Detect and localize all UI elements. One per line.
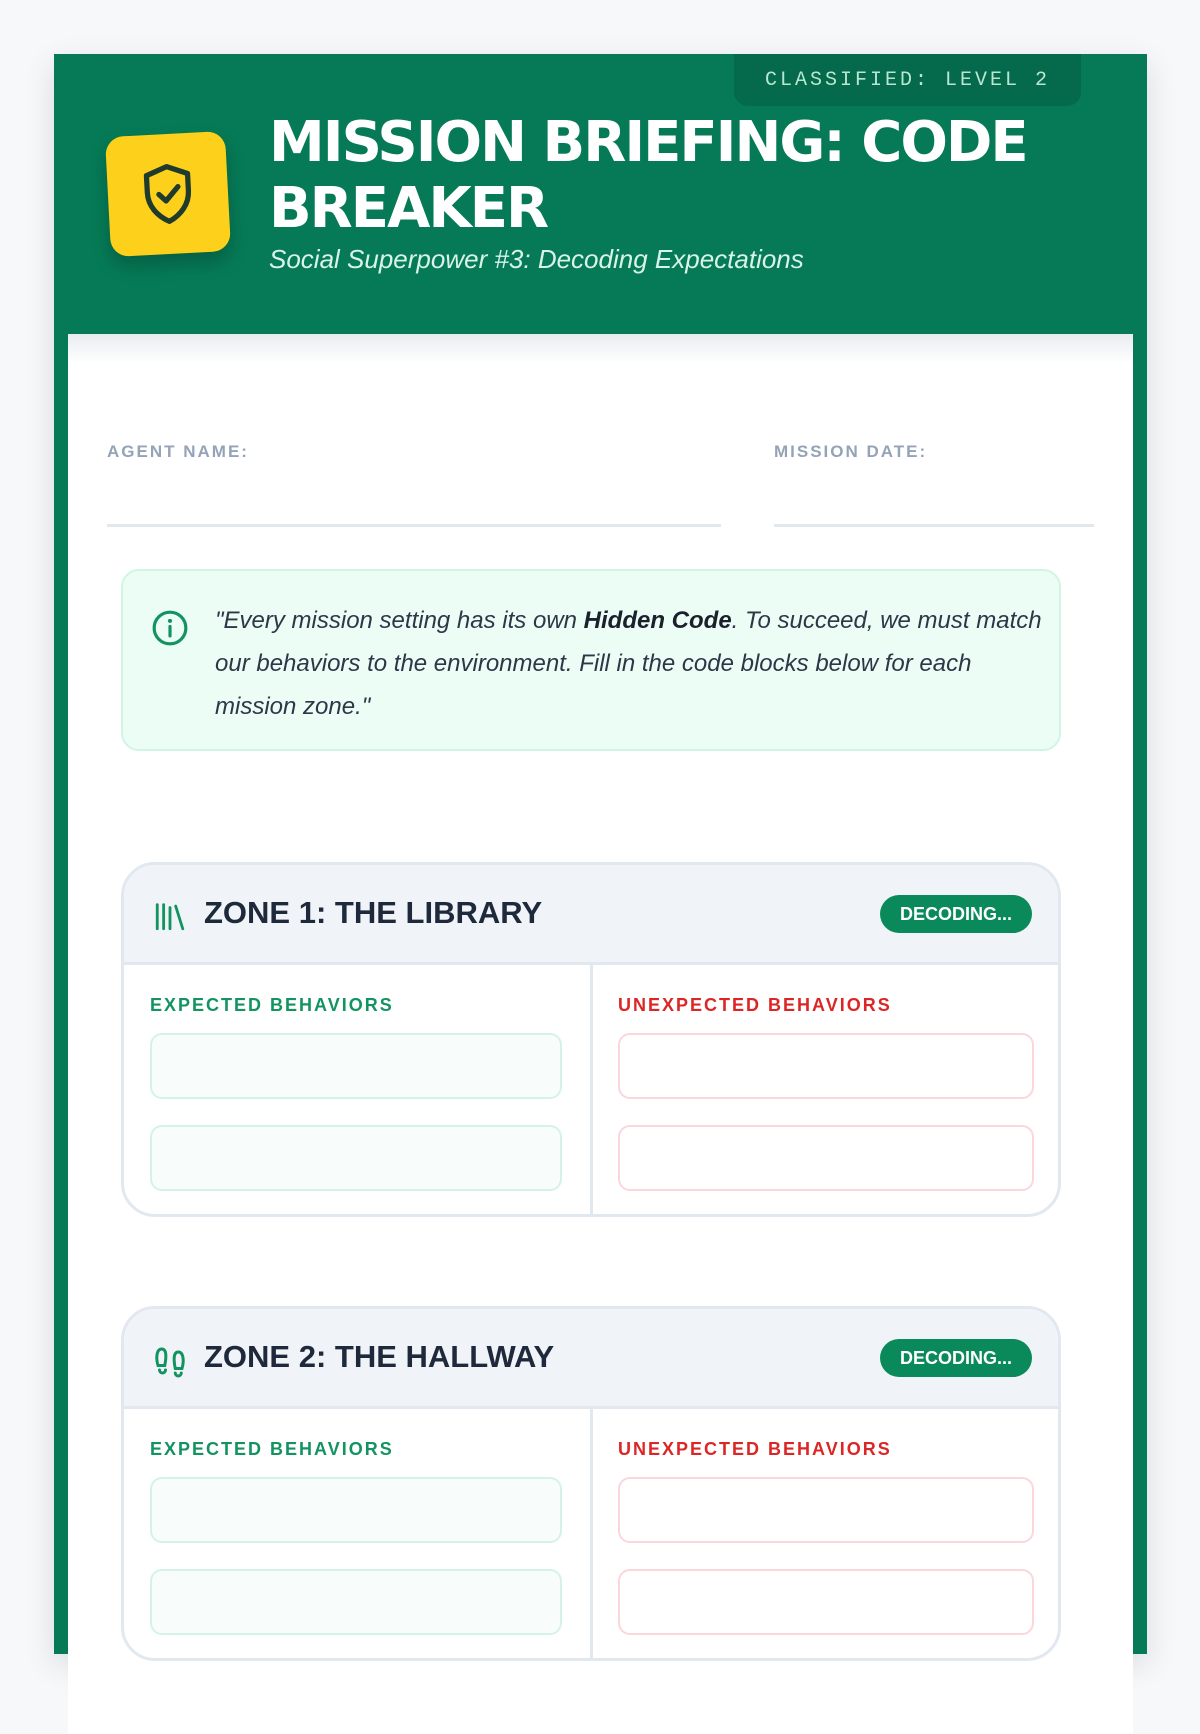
expected-behaviors-label: EXPECTED BEHAVIORS	[150, 1439, 394, 1459]
page-subtitle: Social Superpower #3: Decoding Expectations	[269, 244, 804, 274]
zone-header	[124, 865, 1058, 965]
info-callout	[121, 569, 1061, 751]
shield-check-icon	[138, 161, 197, 228]
info-text-highlight: Hidden Code	[583, 607, 732, 634]
unexpected-behaviors-label: UNEXPECTED BEHAVIORS	[618, 995, 892, 1015]
info-text-end: . To succeed, we must match our behaviors to the environment. Fill in the code blocks below for each mission zone."	[215, 607, 1042, 720]
shield-badge	[105, 131, 231, 257]
expected-behavior-input[interactable]	[150, 1033, 562, 1099]
column-divider	[590, 1409, 593, 1661]
mission-date-label: MISSION DATE:	[774, 442, 928, 461]
expected-behavior-input[interactable]	[150, 1569, 562, 1635]
unexpected-behaviors-label: UNEXPECTED BEHAVIORS	[618, 1439, 892, 1459]
unexpected-behavior-input[interactable]	[618, 1033, 1034, 1099]
zone-card	[121, 1306, 1061, 1661]
column-divider	[590, 965, 593, 1217]
worksheet	[68, 334, 1133, 1734]
zone-header	[124, 1309, 1058, 1409]
header-shadow	[68, 334, 1133, 364]
mission-date-field[interactable]	[774, 524, 1094, 527]
zone-title: ZONE 2: THE HALLWAY	[204, 1339, 555, 1374]
zone-title: ZONE 1: THE LIBRARY	[204, 895, 543, 930]
zone-card	[121, 862, 1061, 1217]
info-icon	[151, 609, 189, 647]
page-title: MISSION BRIEFING: CODE BREAKER	[269, 110, 1027, 241]
expected-behavior-input[interactable]	[150, 1125, 562, 1191]
unexpected-behavior-input[interactable]	[618, 1569, 1034, 1635]
expected-behaviors-label: EXPECTED BEHAVIORS	[150, 995, 394, 1015]
footprints-icon	[152, 1343, 188, 1379]
books-icon	[152, 899, 188, 933]
agent-name-label: AGENT NAME:	[107, 442, 249, 461]
status-badge: DECODING...	[880, 1339, 1032, 1377]
unexpected-behavior-input[interactable]	[618, 1125, 1034, 1191]
classified-tag: CLASSIFIED: LEVEL 2	[734, 54, 1081, 106]
mission-card	[54, 54, 1147, 1654]
agent-name-field[interactable]	[107, 524, 721, 527]
info-text-start: "Every mission setting has its own	[215, 607, 584, 634]
unexpected-behavior-input[interactable]	[618, 1477, 1034, 1543]
status-badge: DECODING...	[880, 895, 1032, 933]
info-text	[215, 599, 1045, 728]
expected-behavior-input[interactable]	[150, 1477, 562, 1543]
